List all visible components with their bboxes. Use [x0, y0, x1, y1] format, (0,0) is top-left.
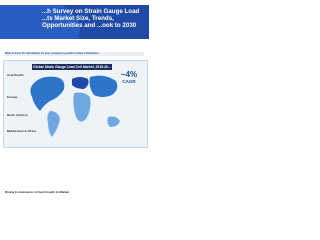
cta-text[interactable]: Want to know the information for your company's growth in future? Download...: [5, 52, 100, 55]
region-label-north-america: North America: [7, 113, 28, 117]
region-label-middle-east-africa: Middle East & Africa: [7, 129, 36, 133]
download-cta[interactable]: [5, 52, 144, 56]
section-heading: Rising E-commerce to Fuel Growth in Market: [5, 190, 70, 194]
infographic-card: [3, 60, 148, 148]
map-north-america: [30, 77, 64, 111]
cagr-callout: [114, 71, 144, 84]
map-australia: [107, 117, 120, 128]
map-africa: [73, 93, 90, 122]
region-label-asia-pacific: Asia Pacific: [7, 73, 24, 77]
cagr-label: CAGR: [122, 79, 136, 84]
map-europe: [72, 77, 89, 89]
region-label-europe: Europe: [7, 95, 18, 99]
page-title: ...h Survey on Strain Gauge Load ...ts Market Size, Trends, Opportunities and ...ook to 2030: [42, 8, 140, 29]
map-south-america: [47, 111, 60, 137]
cagr-value: ~4%: [120, 70, 138, 79]
hero-banner: [0, 5, 149, 39]
chart-title: Global Strain Gauge Load Cell Market, 2019-20...: [33, 65, 111, 69]
